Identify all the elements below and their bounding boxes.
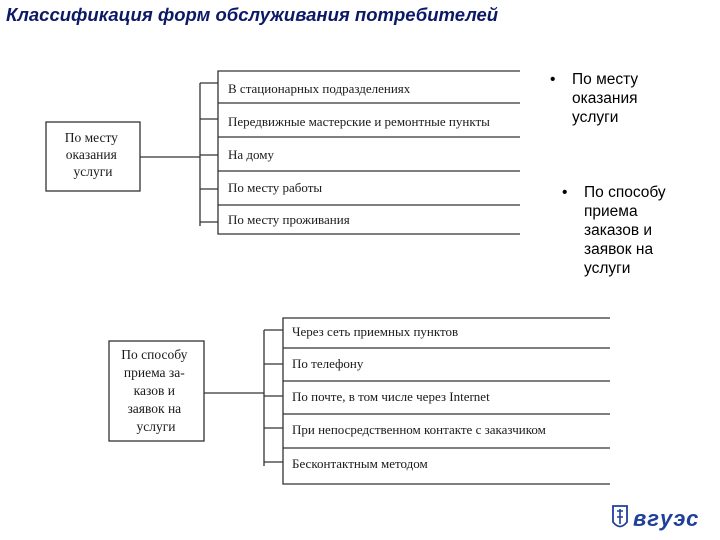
bullet-text: По способу приема заказов и заявок на услуги — [584, 184, 666, 277]
item-direct-contact: При непосредственном контакте с заказчиком — [292, 422, 546, 437]
bullet-marker: • — [550, 71, 556, 88]
university-crest-icon — [611, 504, 629, 532]
item-workplace: По месту работы — [228, 180, 323, 195]
bullet-text: По месту оказания услуги — [572, 71, 639, 126]
item-mail-internet: По почте, в том числе через Internet — [292, 389, 490, 404]
item-stationary: В стационарных подразделениях — [228, 81, 411, 96]
bullet-item-place — [550, 70, 638, 127]
item-phone: По телефону — [292, 356, 364, 371]
bullet-marker: • — [562, 184, 568, 201]
university-logo — [611, 504, 711, 534]
item-residence: По месту проживания — [228, 212, 350, 227]
page-title: Классификация форм обслуживания потребителей — [6, 4, 499, 25]
item-contactless: Бесконтактным методом — [292, 456, 428, 471]
bullet-item-order — [562, 183, 666, 278]
main-label-place: По месту оказания услуги — [64, 130, 118, 179]
item-reception-points: Через сеть приемных пунктов — [292, 324, 459, 339]
item-mobile-workshops: Передвижные мастерские и ремонтные пункты — [228, 114, 490, 129]
logo-text: вгуэс — [633, 506, 700, 531]
item-at-home: На дому — [228, 147, 275, 162]
main-label-order: По способу приема за- казов и заявок на услуги — [121, 347, 188, 434]
